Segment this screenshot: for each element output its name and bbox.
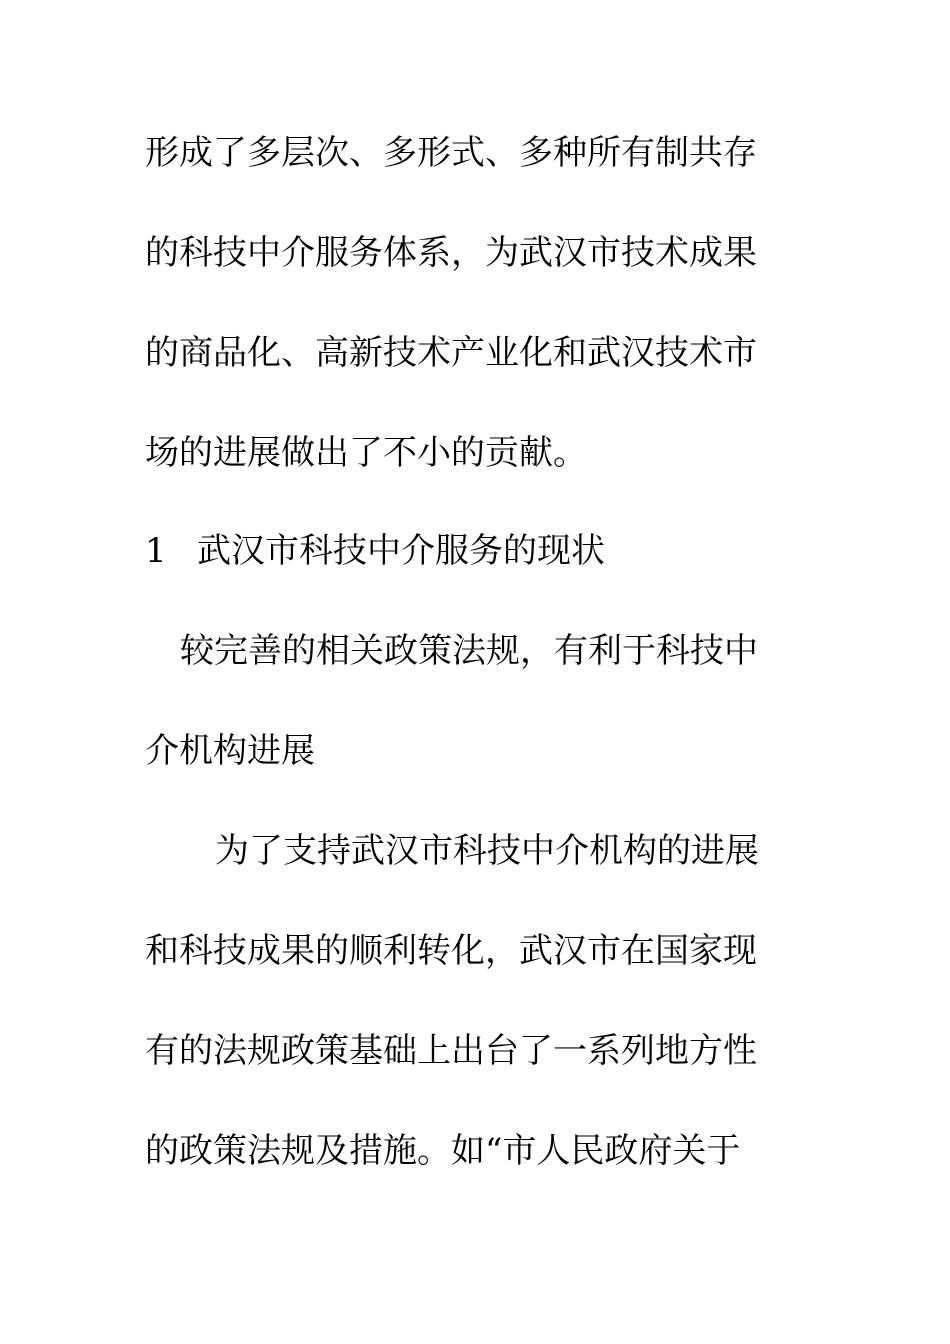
body-line-4: 的政策法规及措施。如“市人民政府关于 xyxy=(145,1131,741,1171)
section-heading xyxy=(145,531,785,571)
paragraph-line-2: 的科技中介服务体系，为武汉市技术成果 xyxy=(145,233,757,273)
section-number: 1 xyxy=(145,531,167,571)
paragraph-line-3: 的商品化、高新技术产业化和武汉技术市 xyxy=(145,333,757,373)
paragraph-line-4: 场的进展做出了不小的贡献。 xyxy=(145,433,587,473)
body-line-2: 和科技成果的顺利转化，武汉市在国家现 xyxy=(145,931,757,971)
paragraph-line-1: 形成了多层次、多形式、多种所有制共存 xyxy=(145,133,757,173)
section-title: 武汉市科技中介服务的现状 xyxy=(197,531,605,571)
body-line-1: 为了支持武汉市科技中介机构的进展 xyxy=(215,831,759,871)
subheading-line-2: 介机构进展 xyxy=(145,731,315,771)
body-line-3: 有的法规政策基础上出台了一系列地方性 xyxy=(145,1031,757,1071)
subheading-line-1: 较完善的相关政策法规，有利于科技中 xyxy=(180,631,758,671)
